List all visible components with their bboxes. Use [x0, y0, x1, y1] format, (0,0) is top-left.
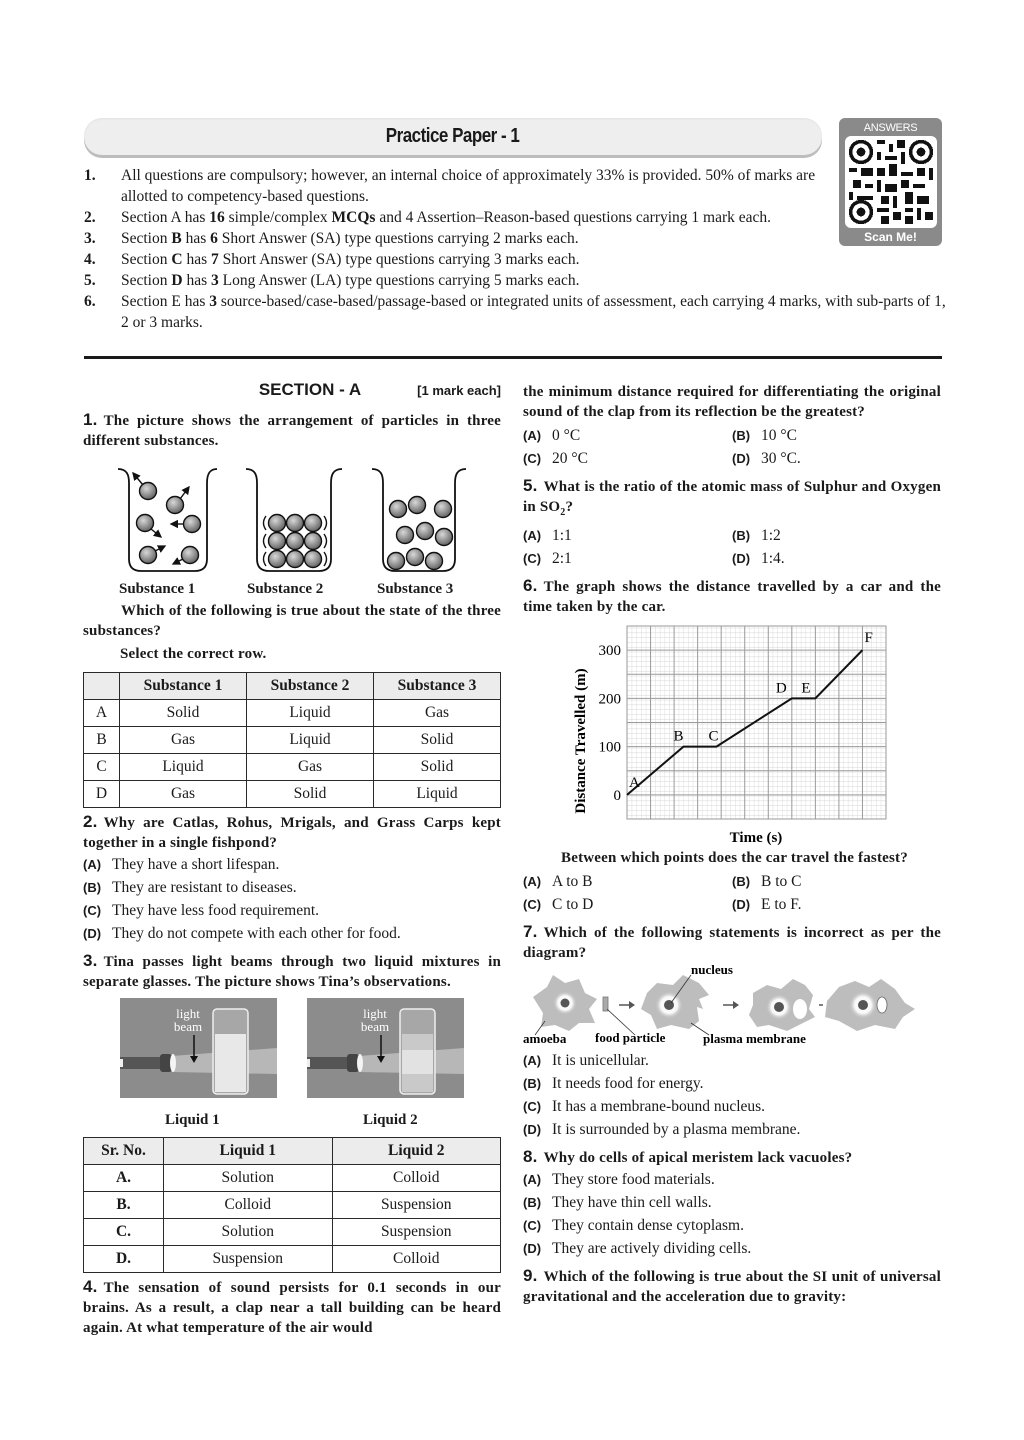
option-b[interactable]: (B) 1:2: [732, 527, 781, 544]
left-column: [83, 380, 501, 1338]
table-row: C. Solution Suspension: [84, 1219, 501, 1246]
question-9: 9. Which of the following is true about the SI unit of universal gravitational and the acceleration due to gravity:: [523, 1266, 941, 1305]
svg-text:200: 200: [598, 691, 621, 708]
q1-prompt: Which of the following is true about the state of the three substances?: [83, 603, 501, 639]
table-row: A. Solution Colloid: [84, 1165, 501, 1192]
question-1: 1. The picture shows the arrangement of particles in three different substances.: [83, 410, 501, 449]
option-c[interactable]: (C) 2:1: [523, 550, 572, 567]
option-b[interactable]: (B) B to C: [732, 873, 802, 890]
option-a[interactable]: (A) 1:1: [523, 527, 572, 544]
instruction-item: 5. Section D has 3 Long Answer (LA) type questions carrying 5 marks each.: [84, 272, 580, 289]
option-d[interactable]: (D) It is surrounded by a plasma membrane.: [523, 1121, 801, 1138]
particles-figure: [83, 461, 501, 579]
svg-text:light: light: [176, 1006, 200, 1021]
question-4-continued: the minimum distance required for differentiating the original sound of the clap from its reflection be the greatest?: [523, 384, 941, 420]
substance-captions: Substance 1 Substance 2 Substance 3: [119, 581, 454, 597]
option-b[interactable]: (B) 10 °C: [732, 427, 797, 444]
general-instructions: [84, 165, 946, 333]
option-d[interactable]: (D) 30 °C.: [732, 450, 801, 467]
question-4: 4. The sensation of sound persists for 0.1 seconds in our brains. As a result, a clap near a tall building can be heard again. At what temperature of the air would: [83, 1277, 501, 1336]
svg-text:F: F: [864, 630, 873, 647]
question-7: 7. Which of the following statements is incorrect as per the diagram?: [523, 922, 941, 961]
option-a[interactable]: (A) They have a short lifespan.: [83, 856, 280, 873]
instruction-item: 3. Section B has 6 Short Answer (SA) type questions carrying 2 marks each.: [84, 230, 579, 247]
svg-text:D: D: [775, 680, 787, 697]
q3-table: Sr. No. Liquid 1 Liquid 2 A. Solution Colloid B. Colloid Suspension C. Solution Suspension D. Suspension Colloid: [83, 1137, 501, 1273]
qr-bottom-label: Scan Me!: [864, 230, 917, 244]
q2-options: [83, 853, 501, 945]
svg-text:light: light: [363, 1006, 387, 1021]
question-5: 5. What is the ratio of the atomic mass of Sulphur and Oxygen in $SO_2$?: [523, 476, 941, 518]
q4-options: [523, 424, 941, 470]
svg-text:B: B: [673, 728, 684, 745]
option-c[interactable]: (C) They have less food requirement.: [83, 902, 320, 919]
instruction-item: 6. Section E has 3 source-based/case-based/passage-based or integrated units of assessment, each carrying 4 marks, with sub-parts of 1, 2 or 3 marks.: [84, 293, 946, 331]
liquid-captions: Liquid 1 Liquid 2: [165, 1112, 418, 1128]
table-row: B. Colloid Suspension: [84, 1192, 501, 1219]
header-divider: [84, 356, 942, 359]
q7-options: [523, 1049, 941, 1141]
option-c[interactable]: (C) 20 °C: [523, 450, 588, 467]
q1-prompt-2: Select the correct row.: [120, 646, 267, 662]
question-6: 6. The graph shows the distance travelled by a car and the time taken by the car.: [523, 576, 941, 615]
light-beam-liquid-1-icon: [120, 998, 277, 1098]
particle-beakers-icon: [83, 461, 501, 579]
svg-text:nucleus: nucleus: [691, 965, 733, 977]
svg-text:A: A: [629, 774, 640, 791]
option-d[interactable]: (D) 1:4.: [732, 550, 785, 567]
option-b[interactable]: (B) They are resistant to diseases.: [83, 879, 297, 896]
option-a[interactable]: (A) It is unicellular.: [523, 1052, 649, 1069]
question-8: 8. Why do cells of apical meristem lack vacuoles?: [523, 1147, 853, 1166]
amoeba-diagram: [523, 965, 941, 1047]
svg-text:amoeba: amoeba: [523, 1031, 567, 1046]
page-title: Practice Paper - 1: [386, 125, 520, 147]
option-c[interactable]: (C) It has a membrane-bound nucleus.: [523, 1098, 766, 1115]
option-a[interactable]: (A) They store food materials.: [523, 1171, 715, 1188]
svg-text:100: 100: [598, 739, 621, 756]
q5-options: [523, 524, 941, 570]
light-beam-figures: [83, 998, 501, 1098]
right-column: [523, 380, 941, 1307]
option-b[interactable]: (B) It needs food for energy.: [523, 1075, 704, 1092]
page-title-bar: [84, 118, 822, 155]
svg-text:C: C: [708, 728, 719, 745]
table-row: B Gas Liquid Solid: [84, 727, 501, 754]
option-c[interactable]: (C) They contain dense cytoplasm.: [523, 1217, 744, 1234]
svg-text:300: 300: [598, 643, 621, 660]
light-beam-liquid-2-icon: [307, 998, 464, 1098]
table-row: C Liquid Gas Solid: [84, 754, 501, 781]
option-d[interactable]: (D) They do not compete with each other for food.: [83, 925, 401, 942]
svg-text:beam: beam: [360, 1019, 390, 1034]
svg-text:beam: beam: [173, 1019, 203, 1034]
option-d[interactable]: (D) E to F.: [732, 896, 802, 913]
instruction-item: 1. All questions are compulsory; however, an internal choice of approximately 33% is provided. 50% of marks are allotted to competency-based questions.: [84, 167, 816, 205]
table-row: D. Suspension Colloid: [84, 1246, 501, 1273]
svg-text:0: 0: [613, 787, 621, 804]
option-c[interactable]: (C) C to D: [523, 896, 594, 913]
svg-text:Time (s): Time (s): [729, 830, 783, 846]
svg-text:food particle: food particle: [595, 1030, 666, 1045]
table-row: A Solid Liquid Gas: [84, 700, 501, 727]
amoeba-phagocytosis-icon: [523, 965, 941, 1047]
distance-time-graph: [523, 623, 941, 848]
instruction-item: 4. Section C has 7 Short Answer (SA) type questions carrying 3 marks each.: [84, 251, 580, 268]
q1-table: Substance 1 Substance 2 Substance 3 A Solid Liquid Gas B Gas Liquid Solid C Liquid Gas Solid D Gas Solid Liquid: [83, 672, 501, 808]
option-b[interactable]: (B) They have thin cell walls.: [523, 1194, 712, 1211]
option-a[interactable]: (A) A to B: [523, 873, 593, 890]
svg-text:plasma membrane: plasma membrane: [703, 1031, 806, 1046]
question-3: 3. Tina passes light beams through two liquid mixtures in separate glasses. The picture shows Tina’s observations.: [83, 951, 501, 990]
question-2: 2. Why are Catlas, Rohus, Mrigals, and Grass Carps kept together in a single fishpond?: [83, 812, 501, 851]
q6-prompt: Between which points does the car travel the fastest?: [561, 850, 908, 866]
svg-text:E: E: [801, 680, 811, 697]
q6-options: [523, 870, 941, 916]
table-row: D Gas Solid Liquid: [84, 781, 501, 808]
svg-text:Distance Travelled (m): Distance Travelled (m): [573, 668, 589, 814]
option-a[interactable]: (A) 0 °C: [523, 427, 581, 444]
distance-time-chart: [523, 623, 941, 848]
option-d[interactable]: (D) They are actively dividing cells.: [523, 1240, 752, 1257]
section-heading: SECTION - A [1 mark each]: [258, 380, 501, 399]
instruction-item: 2. Section A has 16 simple/complex MCQs and 4 Assertion–Reason-based questions carrying 1 mark each.: [84, 209, 772, 226]
q8-options: [523, 1168, 941, 1260]
qr-top-label: ANSWERS: [863, 122, 918, 134]
